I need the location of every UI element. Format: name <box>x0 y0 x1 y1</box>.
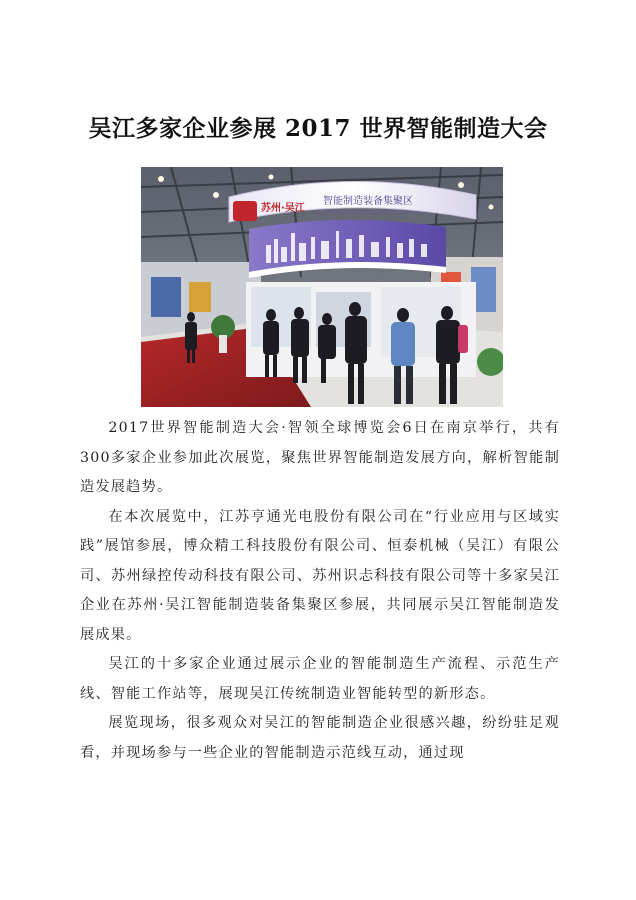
sign-region-text: 苏州·吴江 <box>261 203 305 214</box>
exhibition-photo <box>141 167 503 407</box>
sign-subtitle-text: Intelligent manufacturing equipment gathering area <box>323 210 418 214</box>
paragraph: 2017世界智能制造大会·智领全球博览会6日在南京举行，共有300多家企业参加此次展览，聚焦世界智能制造发展方向，解析智能制造发展趋势。 <box>80 420 560 495</box>
sign-title-text: 智能制造装备集聚区 <box>323 196 413 207</box>
article-title: 吴江多家企业参展 2017 世界智能制造大会 <box>88 115 548 142</box>
paragraph: 吴江的十多家企业通过展示企业的智能制造生产流程、示范生产线、智能工作站等，展现吴江传统制造业智能转型的新形态。 <box>80 656 560 702</box>
paragraph: 在本次展览中，江苏亨通光电股份有限公司在“行业应用与区域实践”展馆参展，博众精工科技股份有限公司、恒泰机械（吴江）有限公司、苏州绿控传动科技有限公司、苏州识忐科技有限公司等十多家吴江企业在苏州·吴江智能制造装备集聚区参展，共同展示吴江智能制造发展成果。 <box>80 508 560 643</box>
article-body <box>80 414 560 768</box>
paragraph: 展览现场，很多观众对吴江的智能制造企业很感兴趣，纷纷驻足观看，并现场参与一些企业的智能制造示范线互动，通过现 <box>80 715 560 761</box>
